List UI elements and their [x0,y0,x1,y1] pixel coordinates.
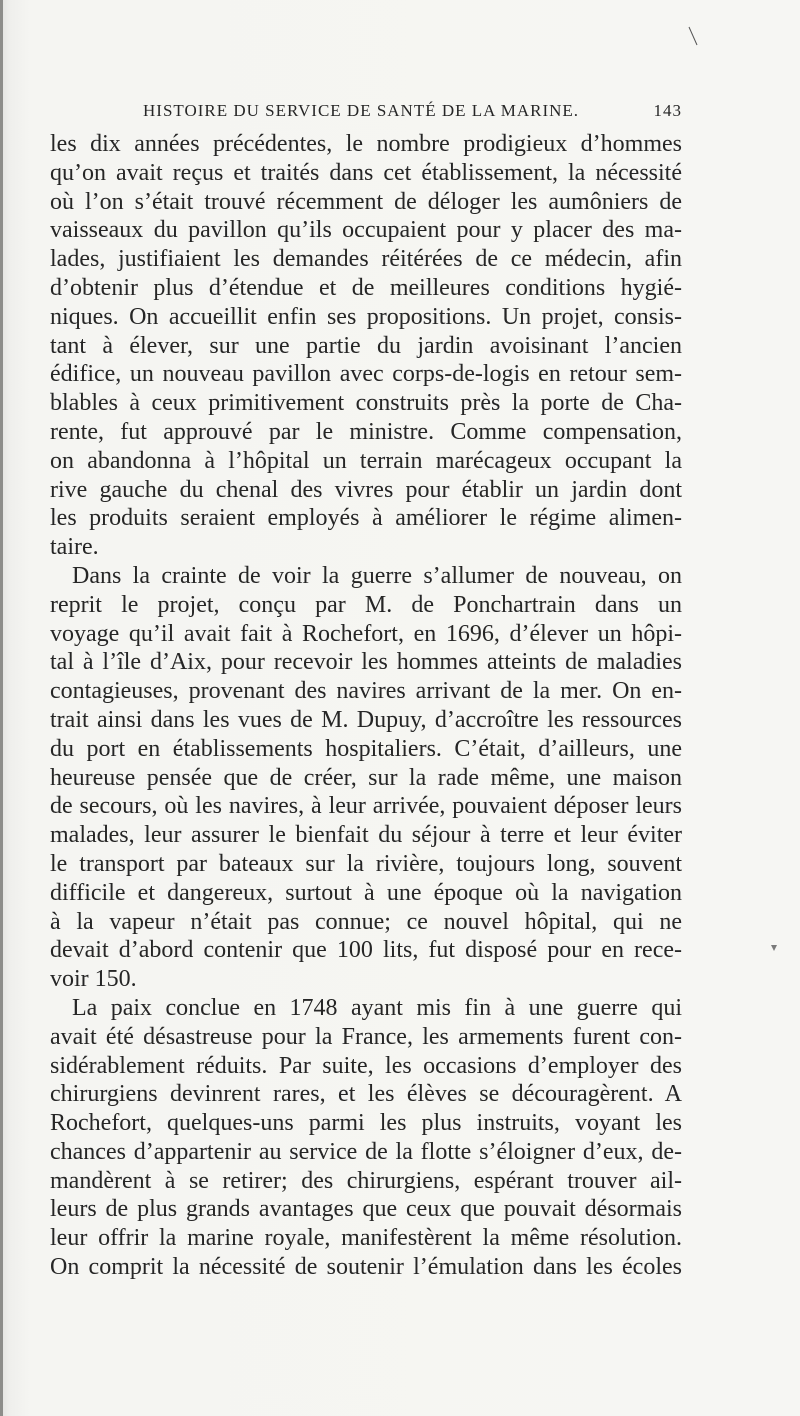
page-number: 143 [653,101,682,120]
text-line: trait ainsi dans les vues de M. Dupuy, d’accroître les ressources [50,706,682,733]
text-line: avait été désastreuse pour la France, les armements furent con- [50,1023,682,1050]
text-line: difficile et dangereux, surtout à une époque où la navigation [50,879,682,906]
text-line: le transport par bateaux sur la rivière, toujours long, souvent [50,850,682,877]
text-line: On comprit la nécessité de soutenir l’émulation dans les écoles [50,1254,682,1281]
text-line: tant à élever, sur une partie du jardin avoisinant l’ancien [50,332,682,359]
text-line: taire. [50,534,99,561]
text-line: voyage qu’il avait fait à Rochefort, en 1696, d’élever un hôpi- [50,620,682,647]
text-line: chirurgiens devinrent rares, et les élèves se découragèrent. A [50,1081,682,1108]
page-left-edge [0,0,3,1416]
text-line: les produits seraient employés à améliorer le régime alimen- [50,505,682,532]
text-line: de secours, où les navires, à leur arrivée, pouvaient déposer leurs [50,793,682,820]
text-line: reprit le projet, conçu par M. de Ponchartrain dans un [50,591,682,618]
text-line: chances d’appartenir au service de la flotte s’éloigner d’eux, de- [50,1138,682,1165]
text-line: niques. On accueillit enfin ses propositions. Un projet, consis- [50,303,682,330]
text-line: voir 150. [50,966,137,993]
text-line: blables à ceux primitivement construits près la porte de Cha- [50,390,682,417]
text-line: tal à l’île d’Aix, pour recevoir les hommes atteints de maladies [50,649,682,676]
text-line: La paix conclue en 1748 ayant mis fin à une guerre qui [72,994,682,1021]
text-line: à la vapeur n’était pas connue; ce nouvel hôpital, qui ne [50,908,682,935]
text-line: Rochefort, quelques-uns parmi les plus instruits, voyant les [50,1110,682,1137]
running-head-title: HISTOIRE DU SERVICE DE SANTÉ DE LA MARINE. [143,101,580,120]
text-line: mandèrent à se retirer; des chirurgiens, espérant trouver ail- [50,1167,682,1194]
text-line: devait d’abord contenir que 100 lits, fut disposé pour en rece- [50,937,682,964]
running-head [50,97,682,125]
text-line: leur offrir la marine royale, manifestèrent la même résolution. [50,1225,682,1252]
text-line: les dix années précédentes, le nombre prodigieux d’hommes [50,131,682,157]
margin-mark [771,945,777,951]
body-text [50,130,682,1282]
text-line: malades, leur assurer le bienfait du séjour à terre et leur éviter [50,822,682,849]
text-line: rive gauche du chenal des vivres pour établir un jardin dont [50,476,682,503]
pencil-mark [688,26,698,46]
text-line: édifice, un nouveau pavillon avec corps-de-logis en retour sem- [50,361,682,388]
text-line: du port en établissements hospitaliers. C’était, d’ailleurs, une [50,735,682,762]
text-line: contagieuses, provenant des navires arrivant de la mer. On en- [50,678,682,705]
text-line: leurs de plus grands avantages que ceux que pouvait désormais [50,1196,682,1223]
text-line: d’obtenir plus d’étendue et de meilleures conditions hygié- [50,274,682,301]
text-line: Dans la crainte de voir la guerre s’allumer de nouveau, on [72,562,682,589]
text-line: rente, fut approuvé par le ministre. Comme compensation, [50,418,682,445]
text-line: vaisseaux du pavillon qu’ils occupaient pour y placer des ma- [50,217,682,244]
text-line: on abandonna à l’hôpital un terrain marécageux occupant la [50,447,682,474]
text-line: heureuse pensée que de créer, sur la rade même, une maison [50,764,682,791]
text-line: lades, justifiaient les demandes réitérées de ce médecin, afin [50,246,682,273]
text-line: qu’on avait reçus et traités dans cet établissement, la nécessité [50,159,682,186]
text-line: sidérablement réduits. Par suite, les occasions d’employer des [50,1052,682,1079]
text-line: où l’on s’était trouvé récemment de déloger les aumôniers de [50,188,682,215]
